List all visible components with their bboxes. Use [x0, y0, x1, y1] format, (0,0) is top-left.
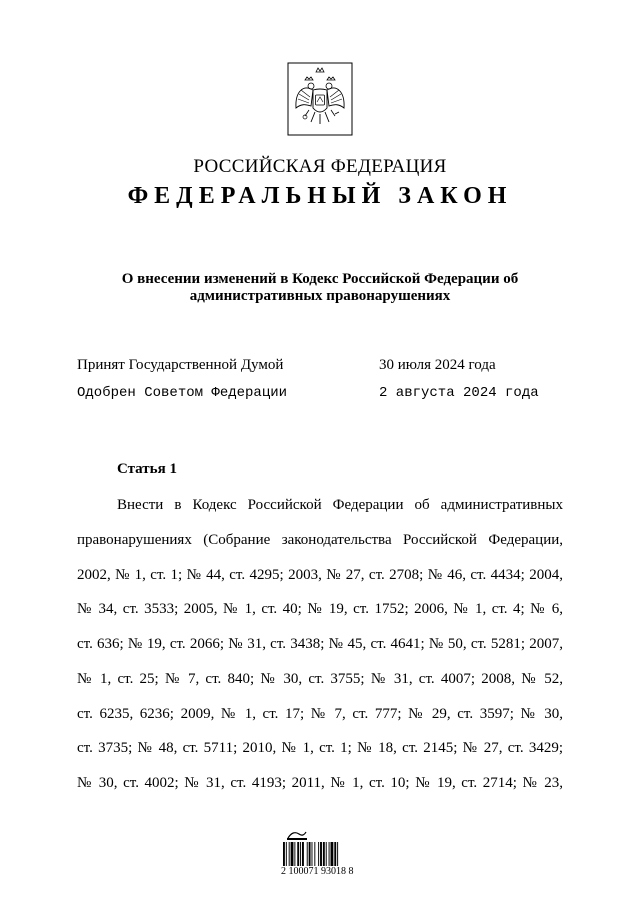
country-name: РОССИЙСКАЯ ФЕДЕРАЦИЯ [193, 156, 447, 177]
barcode-bar [302, 842, 304, 866]
barcode-bar [286, 842, 287, 866]
article-text-line: правонарушениях (Собрание законодательства Российской Федерации, [77, 532, 563, 548]
article-text-line: 2002, № 1, ст. 1; № 44, ст. 4295; 2003, № 27, ст. 2708; № 46, ст. 4434; 2004, [77, 567, 563, 583]
adoption-label: Принят Государственной Думой [77, 357, 284, 373]
article-text-line: Внести в Кодекс Российской Федерации об административных [117, 497, 563, 513]
barcode-bar [314, 842, 315, 866]
barcode-bar [329, 842, 330, 866]
barcode-bar [289, 842, 290, 866]
article-text-line: ст. 3735; № 48, ст. 5711; 2010, № 1, ст. 1; № 18, ст. 2145; № 27, ст. 3429; [77, 740, 563, 756]
barcode-bar [309, 842, 311, 866]
article-text-line: № 30, ст. 4002; № 31, ст. 4193; 2011, № 1, ст. 10; № 19, ст. 2714; № 23, [77, 775, 563, 791]
barcode-bar [318, 842, 319, 866]
article-text-line: № 1, ст. 25; № 7, ст. 840; № 30, ст. 3755; № 31, ст. 4007; 2008, № 52, [77, 671, 563, 687]
adoption-label: Одобрен Советом Федерации [77, 385, 288, 401]
adoption-date: 2 августа 2024 года [379, 385, 539, 401]
barcode-bar [297, 842, 299, 866]
article-text-line: № 34, ст. 3533; 2005, № 1, ст. 40; № 19, ст. 1752; 2006, № 1, ст. 4; № 6, [77, 601, 563, 617]
barcode-bar [334, 842, 336, 866]
barcode-bar [307, 842, 308, 866]
adoption-date: 30 июля 2024 года [379, 357, 496, 373]
article-heading: Статья 1 [117, 461, 177, 477]
coat-of-arms-icon [287, 62, 353, 136]
barcode-number: 2 100071 93018 8 [281, 866, 354, 877]
barcode-bar [300, 842, 301, 866]
barcode-bar [326, 842, 327, 866]
barcode-bar [294, 842, 295, 866]
coat-of-arms-emblem [287, 62, 353, 136]
law-title: О внесении изменений в Кодекс Российской Федерации об административных правонарушениях [121, 271, 519, 304]
article-text-line: ст. 6235, 6236; 2009, № 1, ст. 17; № 7, ст. 777; № 29, ст. 3597; № 30, [77, 706, 563, 722]
barcode-bar [283, 842, 285, 866]
barcode-bar [337, 842, 338, 866]
printer-logo-icon [285, 828, 309, 842]
barcode-icon [283, 842, 359, 866]
barcode-bar [312, 842, 313, 866]
barcode-bar [320, 842, 322, 866]
barcode-bar [331, 842, 334, 866]
barcode-bar [323, 842, 325, 866]
barcode-bar [291, 842, 294, 866]
document-type: ФЕДЕРАЛЬНЫЙ ЗАКОН [127, 183, 513, 209]
article-text-line: ст. 636; № 19, ст. 2066; № 31, ст. 3438; № 45, ст. 4641; № 50, ст. 5281; 2007, [77, 636, 563, 652]
